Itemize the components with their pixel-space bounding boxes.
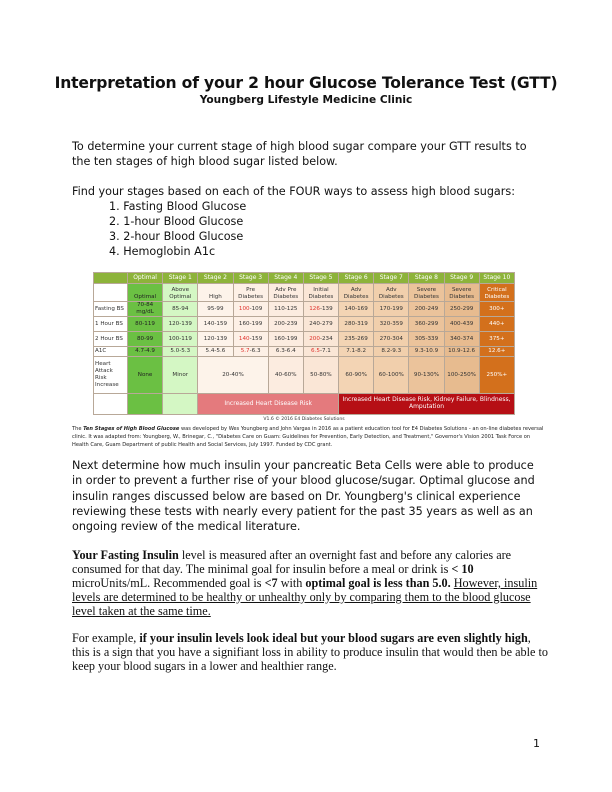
bold-text: if your insulin levels look ideal but your blood sugars are even slightly high (139, 631, 528, 645)
stage-description: Above Optimal (163, 284, 198, 302)
fasting-insulin-paragraph (72, 549, 550, 619)
table-cell: 9.3-10.9 (409, 347, 444, 357)
column-header: Stage 5 (303, 273, 338, 284)
column-header: Stage 6 (339, 273, 374, 284)
table-cell (303, 347, 338, 357)
threshold-value: 6.5 (311, 348, 320, 355)
risk-cell: None (128, 357, 163, 394)
table-cell: 70-84 mg/dL (128, 302, 163, 317)
page-number: 1 (533, 737, 540, 750)
threshold-value: 140 (238, 335, 250, 342)
stage-description: High (198, 284, 233, 302)
table-cell: 120-139 (198, 332, 233, 347)
table-cell: 440+ (479, 317, 514, 332)
table-cell (303, 302, 338, 317)
row-label: Fasting BS (94, 302, 128, 317)
risk-cell: Minor (163, 357, 198, 394)
assessment-list (109, 199, 246, 259)
table-cell: 400-439 (444, 317, 479, 332)
table-cell: 160-199 (268, 332, 303, 347)
risk-cell: 50-80% (303, 357, 338, 394)
table-cell: 80-119 (128, 317, 163, 332)
assessment-intro: Find your stages based on each of the FOUR ways to assess high blood sugars: (72, 185, 515, 198)
range-end: -6.3 (249, 348, 261, 355)
table-cell: 250-299 (444, 302, 479, 317)
table-cell (233, 347, 268, 357)
table-header-row (94, 273, 515, 284)
table-cell: 320-359 (374, 317, 409, 332)
table-cell: 7.1-8.2 (339, 347, 374, 357)
stage-description: Adv Diabetes (339, 284, 374, 302)
row-label: Heart Attack Risk Increase (94, 357, 128, 394)
threshold-value: 200 (309, 335, 320, 342)
table-cell: 120-139 (163, 317, 198, 332)
stage-description: Adv Pre Diabetes (268, 284, 303, 302)
text: microUnits/mL. Recommended goal is (72, 575, 265, 590)
risk-cell: 250%+ (479, 357, 514, 394)
intro-paragraph: To determine your current stage of high blood sugar compare your GTT results to the ten stages of high blood sugar listed below. (72, 140, 527, 168)
list-item: 1. Fasting Blood Glucose (109, 200, 247, 213)
risk-cell: 60-90% (339, 357, 374, 394)
table-cell: 100-119 (163, 332, 198, 347)
table-cell: 4.7-4.9 (128, 347, 163, 357)
risk-cell: 90-130% (409, 357, 444, 394)
row-label: A1C (94, 347, 128, 357)
stage-description: Severe Diabetes (409, 284, 444, 302)
list-item: 3. 2-hour Blood Glucose (109, 230, 244, 243)
table-cell: 280-319 (339, 317, 374, 332)
row-label: 2 Hour BS (94, 332, 128, 347)
table-cell: 10.9-12.6 (444, 347, 479, 357)
range-end: -7.1 (319, 348, 331, 355)
table-cell: 12.6+ (479, 347, 514, 357)
bold-text: optimal goal is less than 5.0. (305, 575, 451, 590)
severe-risk-band: Increased Heart Disease Risk, Kidney Failure, Blindness, Amputation (339, 394, 515, 415)
range-end: -109 (249, 305, 263, 312)
table-version: V1.6 © 2016 E4 Diabetes Solutions (263, 417, 345, 422)
threshold-value: 5.7 (240, 348, 250, 355)
band-blank (128, 394, 163, 415)
header-blank (94, 273, 128, 284)
column-header: Stage 8 (409, 273, 444, 284)
bold-text: < 10 (451, 561, 474, 576)
table-cell: 235-269 (339, 332, 374, 347)
table-cell: 5.0-5.3 (163, 347, 198, 357)
page-title: Interpretation of your 2 hour Glucose Tolerance Test (GTT) (54, 74, 558, 92)
table-cell: 305-339 (409, 332, 444, 347)
table-cell: 80-99 (128, 332, 163, 347)
threshold-value: 100 (238, 305, 250, 312)
column-header: Stage 1 (163, 273, 198, 284)
table-cell: 140-169 (339, 302, 374, 317)
column-header: Stage 9 (444, 273, 479, 284)
range-end: -139 (319, 305, 333, 312)
credit-title: Ten Stages of High Blood Glucose (83, 426, 180, 432)
text: level is measured after an overnight fast and before any calories are consumed for that day. The minimal goal for insulin before a meal or drink is (72, 548, 512, 576)
table-cell: 240-279 (303, 317, 338, 332)
range-end: -234 (319, 335, 333, 342)
table-row-a1c (94, 347, 515, 357)
clinic-subtitle: Youngberg Lifestyle Medicine Clinic (199, 94, 413, 106)
table-cell: 95-99 (198, 302, 233, 317)
table-cell (233, 332, 268, 347)
table-credit (72, 426, 544, 449)
insulin-intro-paragraph: Next determine how much insulin your pancreatic Beta Cells were able to produce in order to prevent a further rise of your blood glucose/sugar. Optimal glucose and insulin ranges discussed below are based on Dr. Youngberg's clinical experience reviewing these tests with nearly every patient for the past 35 years as well as an ongoing review of the medical literature. (72, 459, 535, 534)
table-cell: 85-94 (163, 302, 198, 317)
text: For example, (72, 631, 140, 645)
column-header: Stage 10 (479, 273, 514, 284)
table-cell: 140-159 (198, 317, 233, 332)
table-cell: 300+ (479, 302, 514, 317)
stage-description: Pre Diabetes (233, 284, 268, 302)
stage-description: Adv Diabetes (374, 284, 409, 302)
table-cell: 110-125 (268, 302, 303, 317)
credit-text: was developed by Wes Youngberg and John Vargas in 2016 as a patient education tool for E4 Diabetes Solutions - an on-line diabetes reversal clinic. It was adapted from: Youngberg, W., Brinegar, C., "Diabetes Care on Guam: Guidelines for Prevention, Early Detection, and Treatment," Governor's Vision 2001 Task Force on Health Care, Guam Department of public Health and Social Services, July 1997. Funded by CDC grant. (72, 426, 544, 448)
table-cell: 375+ (479, 332, 514, 347)
stage-description: Severe Diabetes (444, 284, 479, 302)
table-cell: 200-239 (268, 317, 303, 332)
stage-description: Optimal (128, 284, 163, 302)
table-cell: 270-304 (374, 332, 409, 347)
risk-cell: 40-60% (268, 357, 303, 394)
table-row-fasting (94, 302, 515, 317)
text: , this is a sign that you have a signifiant loss in ability to produce insulin that would then be able to keep your blood sugars in a lower and healthier range. (72, 631, 548, 673)
table-cell: 200-249 (409, 302, 444, 317)
list-item: 4. Hemoglobin A1c (109, 245, 216, 258)
stage-description: Initial Diabetes (303, 284, 338, 302)
example-paragraph (72, 632, 550, 674)
heart-disease-risk-band: Increased Heart Disease Risk (198, 394, 339, 415)
text: with (277, 575, 306, 590)
table-row-risk-bands (94, 394, 515, 415)
risk-cell: 60-100% (374, 357, 409, 394)
risk-cell: 100-250% (444, 357, 479, 394)
risk-cell: 20-40% (198, 357, 268, 394)
row-label-blank (94, 394, 128, 415)
description-row (94, 284, 515, 302)
table-cell: 170-199 (374, 302, 409, 317)
row-label-blank (94, 284, 128, 302)
credit-prefix: The (72, 426, 84, 432)
column-header: Stage 4 (268, 273, 303, 284)
threshold-value: 126 (309, 305, 320, 312)
table-cell: 8.2-9.3 (374, 347, 409, 357)
table-cell (233, 302, 268, 317)
column-header: Optimal (128, 273, 163, 284)
table-row-2hour (94, 332, 515, 347)
row-label: 1 Hour BS (94, 317, 128, 332)
glucose-stages-table (93, 272, 515, 422)
table-cell: 5.4-5.6 (198, 347, 233, 357)
column-header: Stage 7 (374, 273, 409, 284)
table-row-heart-risk (94, 357, 515, 394)
column-header: Stage 2 (198, 273, 233, 284)
column-header: Stage 3 (233, 273, 268, 284)
table-cell: 360-299 (409, 317, 444, 332)
bold-text: Your Fasting Insulin (72, 548, 179, 562)
bold-text: <7 (264, 575, 278, 590)
stage-description: Critical Diabetes (479, 284, 514, 302)
underlined-text: However, insulin levels are determined to be healthy or unhealthy only by comparing them to the blood glucose level taken at the same time. (72, 575, 538, 618)
table-cell: 6.3-6.4 (268, 347, 303, 357)
table-cell: 160-199 (233, 317, 268, 332)
range-end: -159 (249, 335, 263, 342)
band-blank (163, 394, 198, 415)
table-row-1hour (94, 317, 515, 332)
list-item: 2. 1-hour Blood Glucose (109, 215, 244, 228)
table-cell (303, 332, 338, 347)
table-cell: 340-374 (444, 332, 479, 347)
